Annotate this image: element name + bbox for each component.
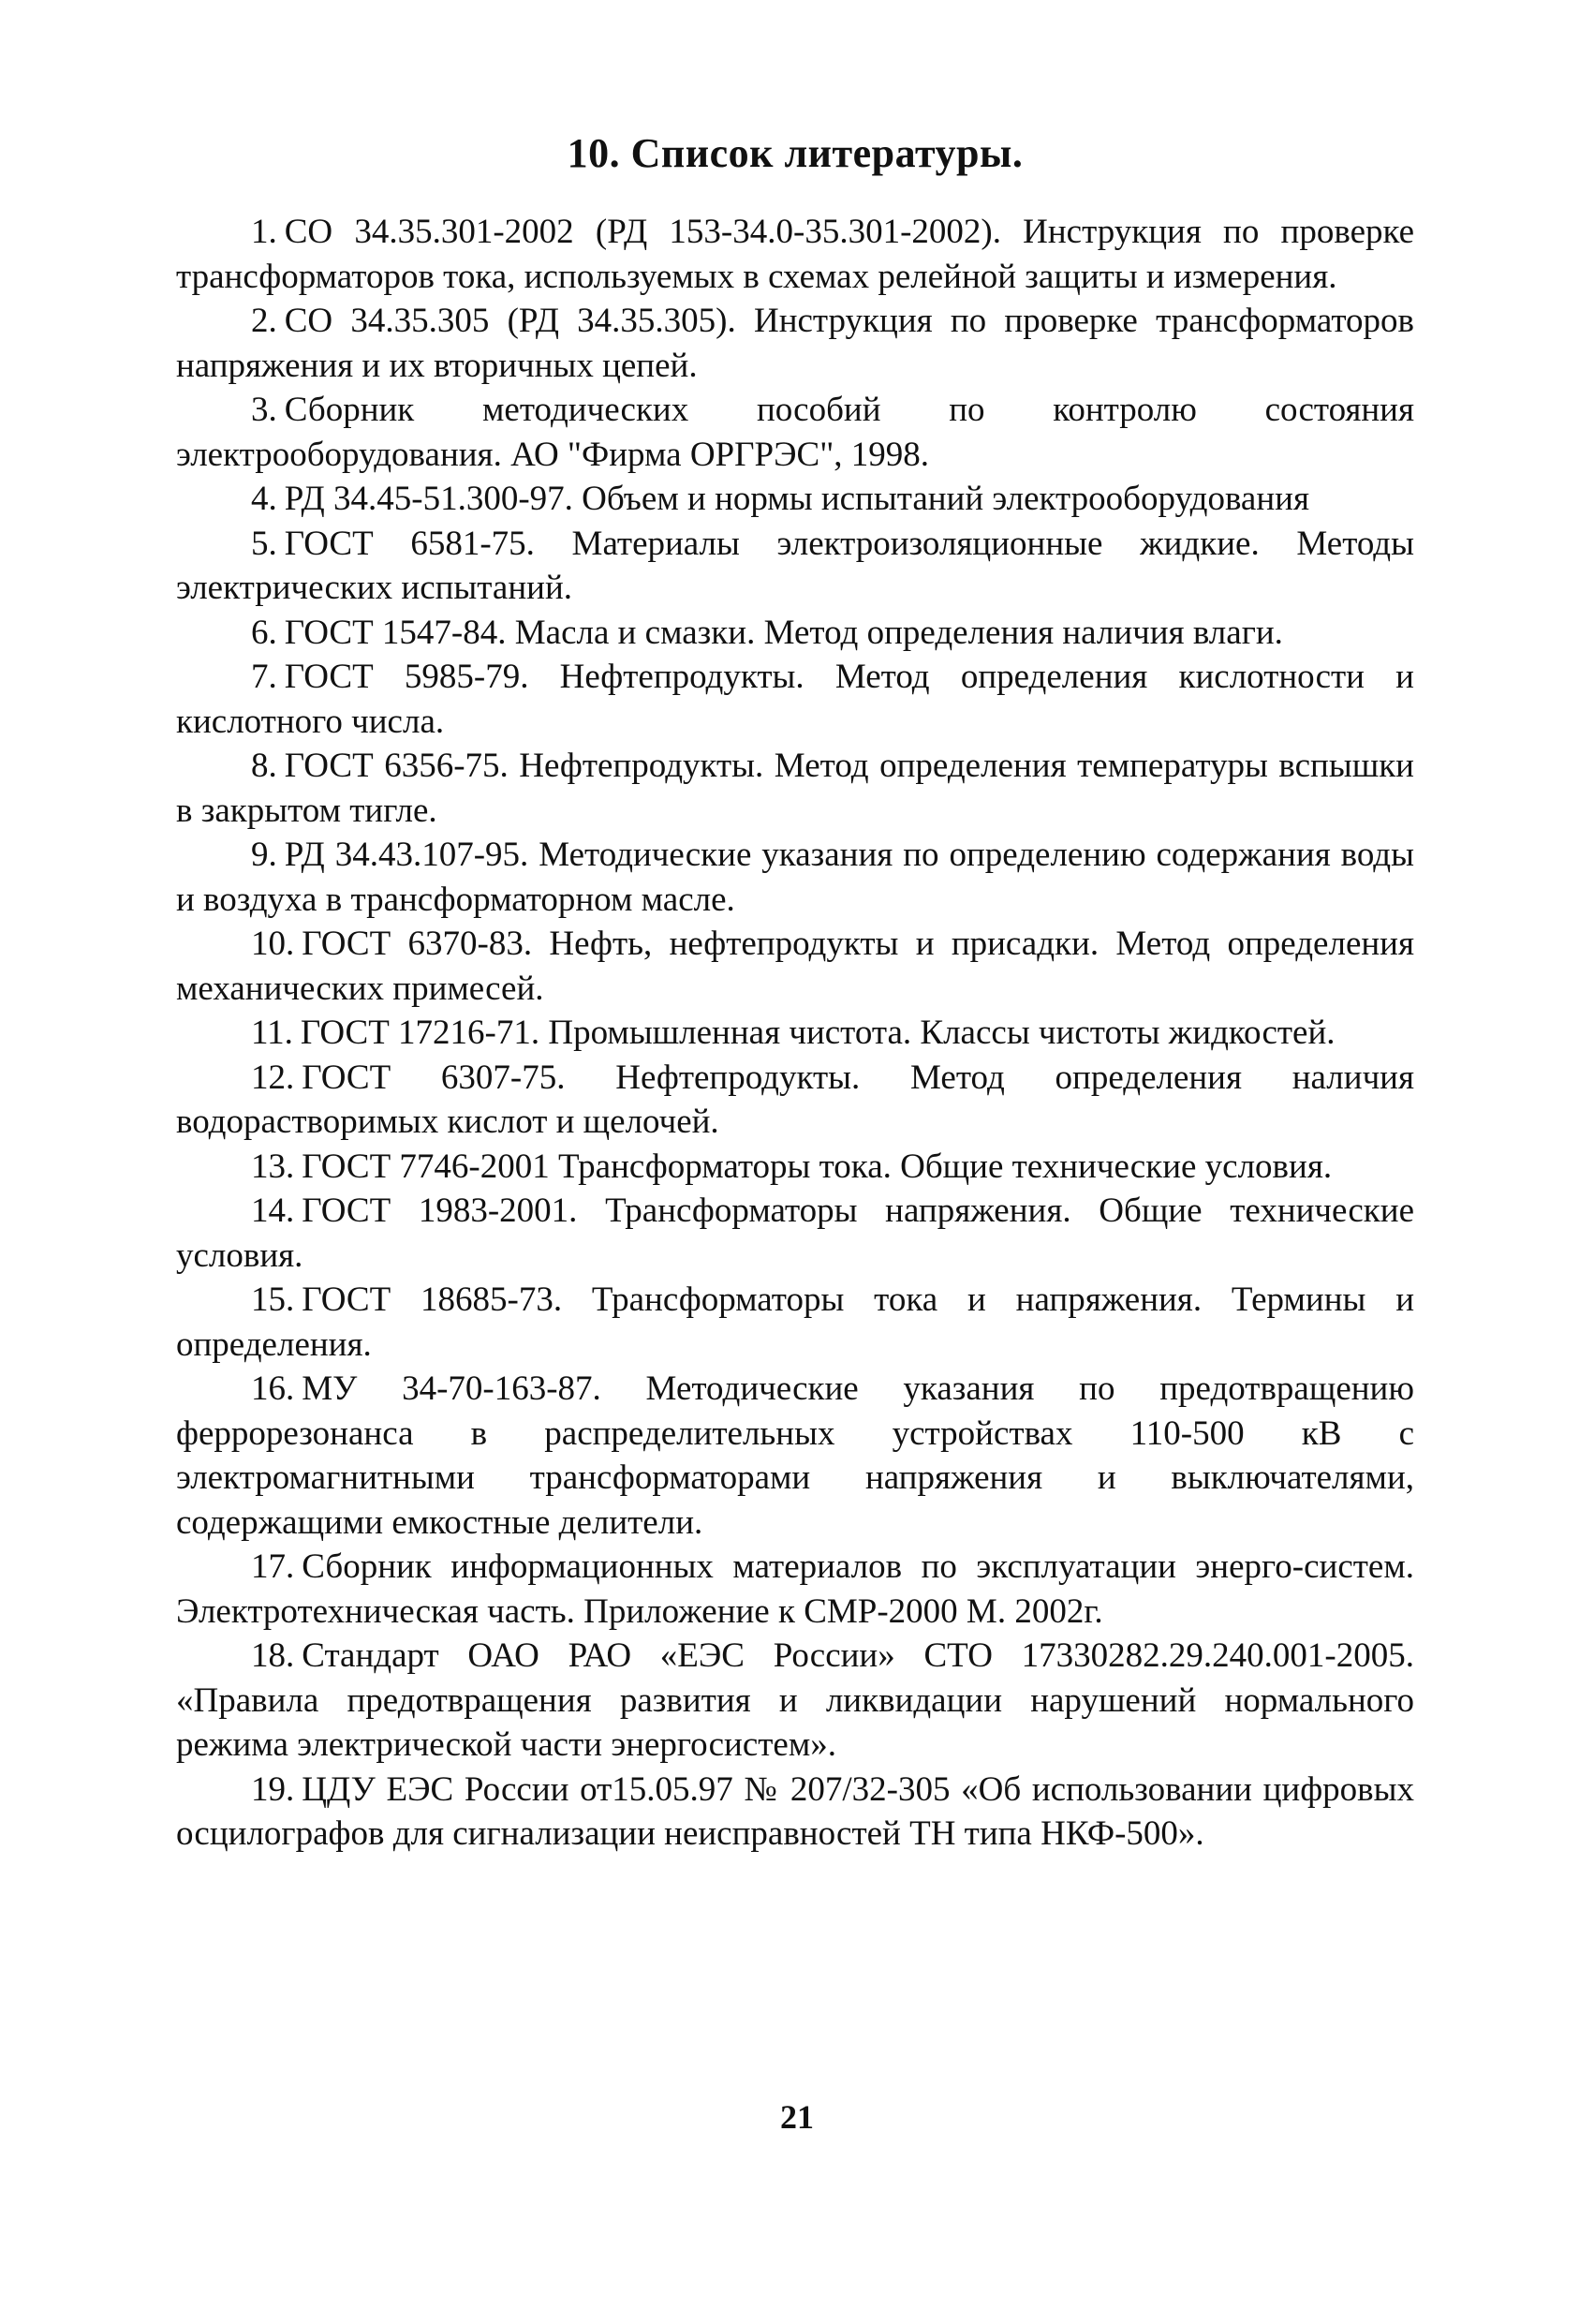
page-content — [176, 129, 1414, 1857]
reference-text: Сборник информационных материалов по эксплуатации энерго-систем. Электротехническая часть. Приложение к СМР-2000 М. 2002г. — [176, 1547, 1414, 1631]
reference-number: 1. — [251, 213, 277, 251]
reference-text: СО 34.35.301-2002 (РД 153-34.0-35.301-2002). Инструкция по проверке трансформаторов тока, используемых в схемах релейной защиты и измерения. — [176, 213, 1414, 296]
reference-item — [176, 477, 1414, 522]
reference-text: ГОСТ 1983-2001. Трансформаторы напряжения. Общие технические условия. — [176, 1192, 1414, 1275]
reference-number: 8. — [251, 747, 277, 785]
reference-text: ГОСТ 7746-2001 Трансформаторы тока. Общие технические условия. — [302, 1147, 1333, 1186]
reference-number: 3. — [251, 391, 277, 429]
reference-item — [176, 611, 1414, 656]
reference-number: 12. — [251, 1058, 295, 1097]
reference-number: 5. — [251, 524, 277, 563]
reference-text: ГОСТ 1547-84. Масла и смазки. Метод определения наличия влаги. — [284, 613, 1283, 652]
reference-item — [176, 655, 1414, 744]
reference-number: 7. — [251, 658, 277, 696]
reference-text: ГОСТ 6370-83. Нефть, нефтепродукты и присадки. Метод определения механических примесей. — [176, 925, 1414, 1008]
reference-item — [176, 1768, 1414, 1857]
reference-item — [176, 210, 1414, 299]
reference-text: СО 34.35.305 (РД 34.35.305). Инструкция по проверке трансформаторов напряжения и их вторичных цепей. — [176, 302, 1414, 385]
reference-item — [176, 388, 1414, 477]
reference-text: Стандарт ОАО РАО «ЕЭС России» СТО 17330282.29.240.001-2005. «Правила предотвращения развития и ликвидации нарушений нормального режима электрической части энергосистем». — [176, 1636, 1414, 1764]
reference-item — [176, 1056, 1414, 1145]
reference-item — [176, 922, 1414, 1011]
reference-number: 19. — [251, 1769, 295, 1809]
reference-item — [176, 744, 1414, 833]
reference-number: 9. — [251, 836, 277, 874]
reference-item — [176, 1278, 1414, 1367]
reference-number: 10. — [251, 925, 295, 963]
reference-number: 14. — [251, 1192, 295, 1230]
reference-number: 17. — [251, 1547, 295, 1586]
reference-text: ГОСТ 6307-75. Нефтепродукты. Метод определения наличия водорастворимых кислот и щелочей. — [176, 1058, 1414, 1141]
reference-item — [176, 1189, 1414, 1278]
reference-text: ГОСТ 17216-71. Промышленная чистота. Классы чистоты жидкостей. — [300, 1014, 1336, 1052]
reference-item — [176, 1367, 1414, 1545]
reference-number: 18. — [251, 1636, 295, 1675]
reference-item — [176, 522, 1414, 611]
page-number: 21 — [780, 2098, 814, 2136]
reference-number: 11. — [251, 1014, 293, 1052]
reference-item — [176, 1634, 1414, 1768]
reference-text: РД 34.45-51.300-97. Объем и нормы испытаний электрооборудования — [284, 480, 1309, 518]
page-title: 10. Список литературы. — [567, 130, 1024, 176]
reference-item — [176, 1145, 1414, 1190]
reference-text: ГОСТ 6581-75. Материалы электроизоляционные жидкие. Методы электрических испытаний. — [176, 524, 1414, 607]
reference-item — [176, 1011, 1414, 1056]
reference-number: 13. — [251, 1147, 295, 1186]
reference-item — [176, 299, 1414, 388]
reference-text: ГОСТ 6356-75. Нефтепродукты. Метод определения температуры вспышки в закрытом тигле. — [176, 747, 1414, 830]
reference-text: Сборник методических пособий по контролю состояния электрооборудования. АО "Фирма ОРГРЭС", 1998. — [176, 391, 1414, 474]
reference-text: РД 34.43.107-95. Методические указания по определению содержания воды и воздуха в трансформаторном масле. — [176, 836, 1414, 919]
reference-text: ГОСТ 18685-73. Трансформаторы тока и напряжения. Термины и определения. — [176, 1280, 1414, 1364]
reference-number: 4. — [251, 480, 277, 518]
reference-item — [176, 1545, 1414, 1634]
reference-number: 16. — [251, 1369, 295, 1408]
reference-item — [176, 833, 1414, 922]
reference-number: 2. — [251, 302, 277, 340]
reference-list — [176, 210, 1414, 1857]
reference-text: ГОСТ 5985-79. Нефтепродукты. Метод определения кислотности и кислотного числа. — [176, 658, 1414, 741]
reference-number: 15. — [251, 1280, 295, 1319]
reference-text: ЦДУ ЕЭС России от15.05.97 № 207/32-305 «Об использовании цифровых осцилографов для сигнализации неисправностей ТН типа НКФ-500». — [176, 1769, 1414, 1853]
reference-text: МУ 34-70-163-87. Методические указания по предотвращению феррорезонанса в распределительных устройствах 110-500 кВ с электромагнитными трансформаторами напряжения и выключателями, содержащими емкостные делители. — [176, 1369, 1414, 1542]
reference-number: 6. — [251, 613, 277, 652]
